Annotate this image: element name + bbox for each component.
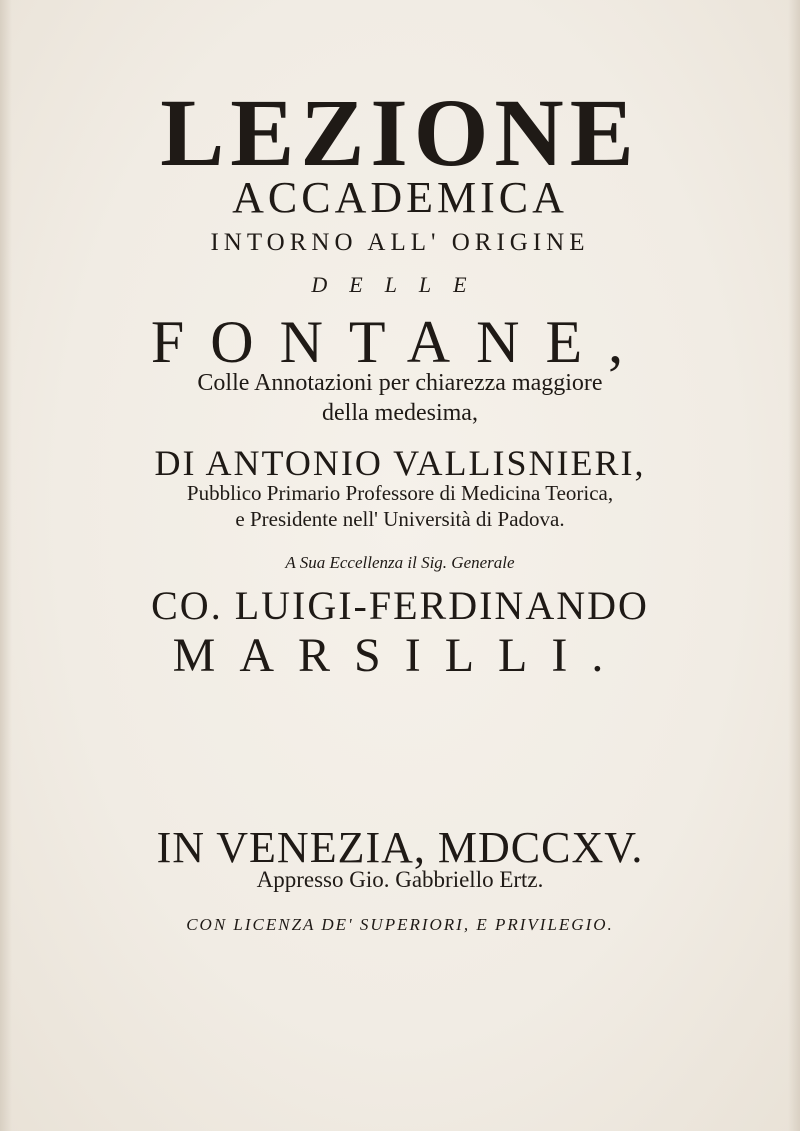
imprint-printer: Appresso Gio. Gabbriello Ertz.	[256, 867, 544, 892]
author-name: DI ANTONIO VALLISNIERI,	[154, 443, 646, 483]
subtitle: ACCADEMICA	[232, 173, 568, 222]
subtitle-topic: INTORNO ALL' ORIGINE	[210, 229, 590, 256]
dedication-intro: A Sua Eccellenza il Sig. Generale	[285, 553, 515, 572]
annotation-line-2: della medesima,	[322, 400, 478, 426]
imprint-license: CON LICENZA DE' SUPERIORI, E PRIVILEGIO.	[186, 915, 614, 934]
dedicatee-name: CO. LUIGI-FERDINANDO	[151, 583, 649, 628]
subtitle-fontane: FONTANE,	[150, 309, 650, 375]
author-title-1: Pubblico Primario Professore di Medicina Teorica,	[186, 481, 614, 505]
dedicatee-surname: MARSILLI.	[172, 629, 628, 682]
main-title: LEZIONE	[160, 79, 640, 186]
annotation-line-1: Colle Annotazioni per chiarezza maggiore	[197, 370, 603, 396]
author-title-2: e Presidente nell' Università di Padova.	[235, 507, 565, 531]
imprint-place-date: IN VENEZIA, MDCCXV.	[156, 823, 644, 872]
subtitle-delle: DELLE	[311, 272, 489, 297]
